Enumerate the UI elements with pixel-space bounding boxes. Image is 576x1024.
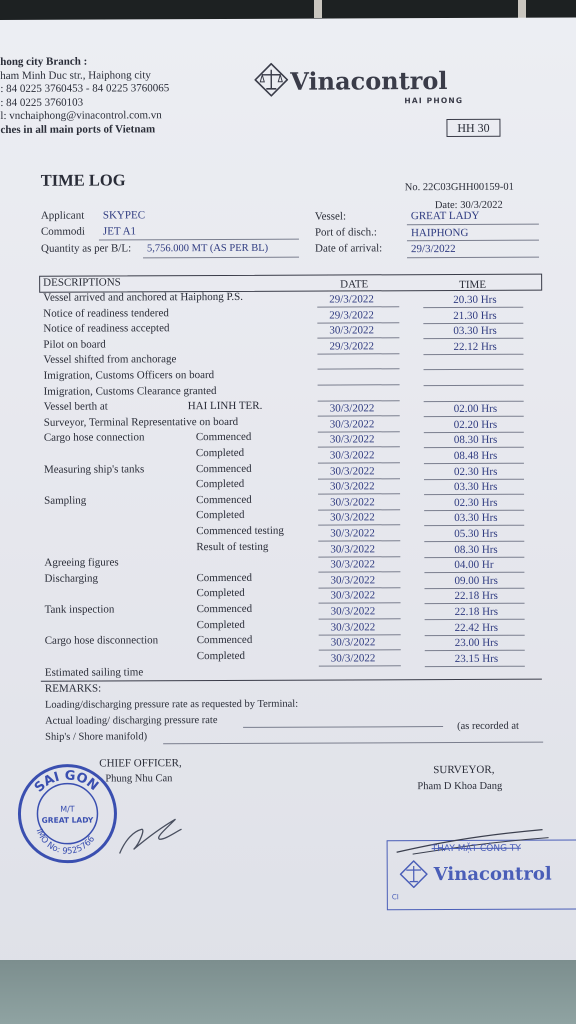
underline (407, 257, 539, 259)
remarks-line: Ship's / Shore manifold) (45, 731, 148, 743)
row-time: 23.00 Hrs (454, 636, 499, 649)
underline (143, 257, 299, 259)
commodity-value: JET A1 (102, 225, 137, 238)
row-description: Pilot on board (43, 338, 106, 351)
row-sub-description: Commenced testing (196, 524, 284, 538)
form-code-box: HH 30 (446, 119, 500, 137)
date-underline (318, 462, 400, 463)
svg-text:IMO No: 9525766 (34, 827, 98, 856)
row-time: 22.42 Hrs (454, 621, 499, 634)
company-logo-text: Vinacontrol (290, 66, 448, 96)
company-stamp-name: Vinacontrol (433, 863, 552, 886)
date-underline (318, 587, 400, 588)
row-description: Imigration, Customs Officers on board (43, 369, 215, 382)
row-sub-description: Completed (196, 477, 245, 491)
date-underline (318, 524, 400, 525)
row-time: 21.30 Hrs (453, 309, 497, 322)
date-underline (318, 556, 400, 557)
time-underline (424, 572, 524, 573)
date-underline (318, 493, 400, 494)
underline (407, 240, 539, 242)
table-bottom-rule (41, 679, 542, 682)
underline (243, 726, 443, 728)
row-description: Notice of readiness accepted (43, 322, 170, 335)
row-time: 08.30 Hrs (453, 433, 498, 446)
chief-officer-name: Phung Nhu Can (105, 773, 173, 785)
time-underline (424, 369, 524, 370)
arrival-value: 29/3/2022 (410, 242, 456, 256)
date-underline (317, 353, 399, 354)
row-sub-description: Commenced (196, 571, 253, 585)
row-description: Agreeing figures (44, 556, 119, 569)
scales-icon (400, 860, 428, 888)
row-time: 03.30 Hrs (454, 511, 498, 524)
date-underline (318, 431, 400, 432)
arrival-label: Date of arrival: (314, 242, 383, 255)
row-time: 02.30 Hrs (453, 465, 498, 478)
date-underline (318, 384, 400, 385)
stamp-vessel-text: GREAT LADY (41, 815, 94, 825)
branch-line: : 84 0225 3760453 - 84 0225 3760065 (0, 82, 170, 95)
row-sub-description: Completed (195, 446, 245, 460)
time-underline (424, 525, 524, 526)
underline (163, 742, 543, 745)
underline (407, 224, 539, 226)
chief-officer-title: CHIEF OFFICER, (99, 757, 182, 770)
row-sub-description: HAI LINH TER. (187, 399, 263, 413)
quantity-label: Quantity as per B/L: (40, 242, 132, 255)
row-date: 30/3/2022 (330, 652, 376, 665)
date-underline (318, 446, 400, 447)
row-date: 30/3/2022 (330, 605, 376, 618)
row-time: 23.15 Hrs (454, 652, 499, 665)
scales-icon (254, 63, 288, 97)
date-underline (318, 571, 400, 572)
header-time: TIME (459, 278, 487, 291)
date-underline (317, 322, 399, 323)
row-sub-description: Commenced (196, 602, 253, 616)
date-underline (317, 337, 399, 338)
row-date: 30/3/2022 (330, 574, 376, 587)
ship-stamp (15, 761, 119, 865)
stamp-imo-text: IMO No: 9525766 (33, 827, 98, 857)
row-time: 22.18 Hrs (454, 589, 498, 602)
row-date: 30/3/2022 (330, 511, 375, 524)
quantity-value: 5,756.000 MT (AS PER BL) (146, 242, 269, 255)
row-time: 02.00 Hrs (453, 402, 498, 415)
row-date: 30/3/2022 (329, 449, 375, 462)
row-date: 30/3/2022 (329, 433, 375, 446)
time-underline (424, 541, 524, 542)
time-underline (423, 323, 523, 324)
row-date: 29/3/2022 (329, 340, 375, 353)
estimated-sailing-label: Estimated sailing time (44, 666, 144, 679)
row-sub-description: Commenced (195, 430, 252, 444)
time-underline (424, 385, 524, 386)
time-underline (424, 494, 524, 495)
branch-line: ches in all main ports of Vietnam (0, 122, 156, 136)
stamp-mt-text: M/T (60, 804, 75, 814)
row-sub-description: Completed (196, 618, 245, 632)
vessel-label: Vessel: (314, 210, 347, 223)
date-underline (319, 602, 401, 603)
row-description: Notice of readiness tendered (43, 307, 169, 320)
background-pole (314, 0, 322, 18)
row-date: 29/3/2022 (329, 309, 374, 322)
port-value: HAIPHONG (410, 226, 469, 240)
branch-line: : 84 0225 3760103 (0, 96, 84, 109)
bottom-background (0, 960, 576, 1024)
row-description: Measuring ship's tanks (43, 463, 145, 476)
header-descriptions: DESCRIPTIONS (43, 276, 121, 289)
company-stamp-caption: THAY MẶT CÔNG TY (431, 843, 521, 855)
time-underline (425, 619, 525, 620)
doc-date-label: Date: (434, 199, 458, 212)
row-date: 30/3/2022 (330, 636, 376, 649)
doc-number-value: 22C03GHH00159-01 (422, 181, 514, 194)
row-time: 22.12 Hrs (453, 340, 497, 353)
doc-date-value: 30/3/2022 (460, 199, 503, 211)
row-description: Cargo hose connection (43, 431, 145, 444)
row-description: Tank inspection (44, 603, 115, 616)
date-underline (318, 368, 400, 369)
row-description: Vessel shifted from anchorage (43, 353, 177, 366)
row-time: 08.48 Hrs (453, 449, 498, 462)
row-sub-description: Commenced (196, 633, 253, 647)
time-underline (424, 401, 524, 402)
remarks-line: Loading/discharging pressure rate as requested by Terminal: (44, 698, 299, 711)
time-underline (423, 354, 523, 355)
applicant-label: Applicant (40, 209, 85, 222)
branch-line: hong city Branch : (0, 55, 88, 68)
header-date: DATE (340, 278, 369, 291)
row-sub-description: Result of testing (196, 540, 269, 554)
date-underline (318, 540, 400, 541)
row-date: 30/3/2022 (330, 527, 375, 540)
row-time: 02.20 Hrs (453, 418, 498, 431)
row-description: Imigration, Customs Clearance granted (43, 385, 217, 398)
logo-subtitle: HAI PHONG (404, 95, 464, 106)
vessel-value: GREAT LADY (410, 209, 480, 223)
date-underline (318, 509, 400, 510)
time-underline (425, 650, 525, 651)
row-description: Sampling (44, 494, 87, 507)
row-time: 22.18 Hrs (454, 605, 499, 618)
row-date: 30/3/2022 (330, 589, 376, 602)
date-underline (319, 634, 401, 635)
surveyor-title: SURVEYOR, (433, 763, 495, 777)
time-underline (425, 603, 525, 604)
branch-line: ham Minh Duc str., Haiphong city (0, 68, 151, 82)
date-underline (318, 415, 400, 416)
surveyor-name: Pham D Khoa Dang (417, 780, 503, 793)
time-underline (424, 463, 524, 464)
row-sub-description: Commenced (195, 462, 252, 476)
underline (99, 239, 299, 241)
row-time: 20.30 Hrs (453, 293, 497, 306)
company-stamp-corner: CI (391, 893, 399, 902)
row-time: 05.30 Hrs (454, 527, 498, 540)
doc-number (405, 182, 514, 193)
date-underline (319, 618, 401, 619)
row-time: 03.30 Hrs (453, 324, 497, 337)
row-description: Surveyor, Terminal Representative on board (43, 415, 239, 429)
time-underline (424, 416, 524, 417)
background-pole (518, 0, 526, 18)
time-underline (423, 338, 523, 339)
row-date: 29/3/2022 (329, 293, 374, 306)
time-underline (424, 447, 524, 448)
row-date: 30/3/2022 (329, 418, 375, 431)
row-date: 30/3/2022 (329, 402, 375, 415)
remarks-line: (as recorded at (457, 720, 519, 732)
time-underline (423, 307, 523, 308)
row-date: 30/3/2022 (330, 480, 375, 493)
row-description: Cargo hose disconnection (44, 634, 159, 647)
remarks-title: REMARKS: (44, 682, 102, 695)
row-date: 30/3/2022 (330, 621, 376, 634)
date-underline (318, 400, 400, 401)
row-time: 08.30 Hrs (454, 543, 498, 556)
commodity-label: Commodi (40, 225, 85, 238)
chief-signature (115, 809, 185, 859)
row-time: 02.30 Hrs (454, 496, 498, 509)
branch-line: l: vnchaiphong@vinacontrol.com.vn (0, 109, 162, 122)
row-sub-description: Completed (196, 508, 245, 522)
date-underline (319, 665, 401, 666)
row-date: 30/3/2022 (330, 496, 375, 509)
row-date: 30/3/2022 (329, 324, 375, 337)
remarks-line: Actual loading/ discharging pressure rate (45, 715, 218, 727)
row-time: 03.30 Hrs (454, 480, 498, 493)
row-sub-description: Commenced (196, 493, 252, 507)
applicant-value: SKYPEC (102, 209, 146, 222)
row-sub-description: Completed (196, 586, 245, 600)
row-description: Vessel berth at (43, 400, 108, 413)
doc-number-label: No. (404, 182, 421, 194)
row-date: 30/3/2022 (329, 465, 375, 478)
date-underline (319, 649, 401, 650)
row-time: 09.00 Hrs (454, 574, 498, 587)
branch-info (0, 55, 169, 137)
row-description: Vessel arrived and anchored at Haiphong P.S. (43, 290, 244, 304)
date-underline (318, 478, 400, 479)
row-sub-description: Completed (196, 649, 246, 663)
time-underline (425, 666, 525, 667)
page-title: TIME LOG (40, 170, 126, 190)
date-underline (317, 306, 399, 307)
row-description: Discharging (44, 572, 99, 585)
row-date: 30/3/2022 (330, 558, 376, 571)
row-date: 30/3/2022 (330, 543, 375, 556)
port-label: Port of disch.: (314, 226, 377, 239)
row-time: 04.00 Hr (454, 558, 494, 571)
document-page (0, 17, 576, 978)
stamp-port-text: SAI GON (31, 768, 102, 796)
